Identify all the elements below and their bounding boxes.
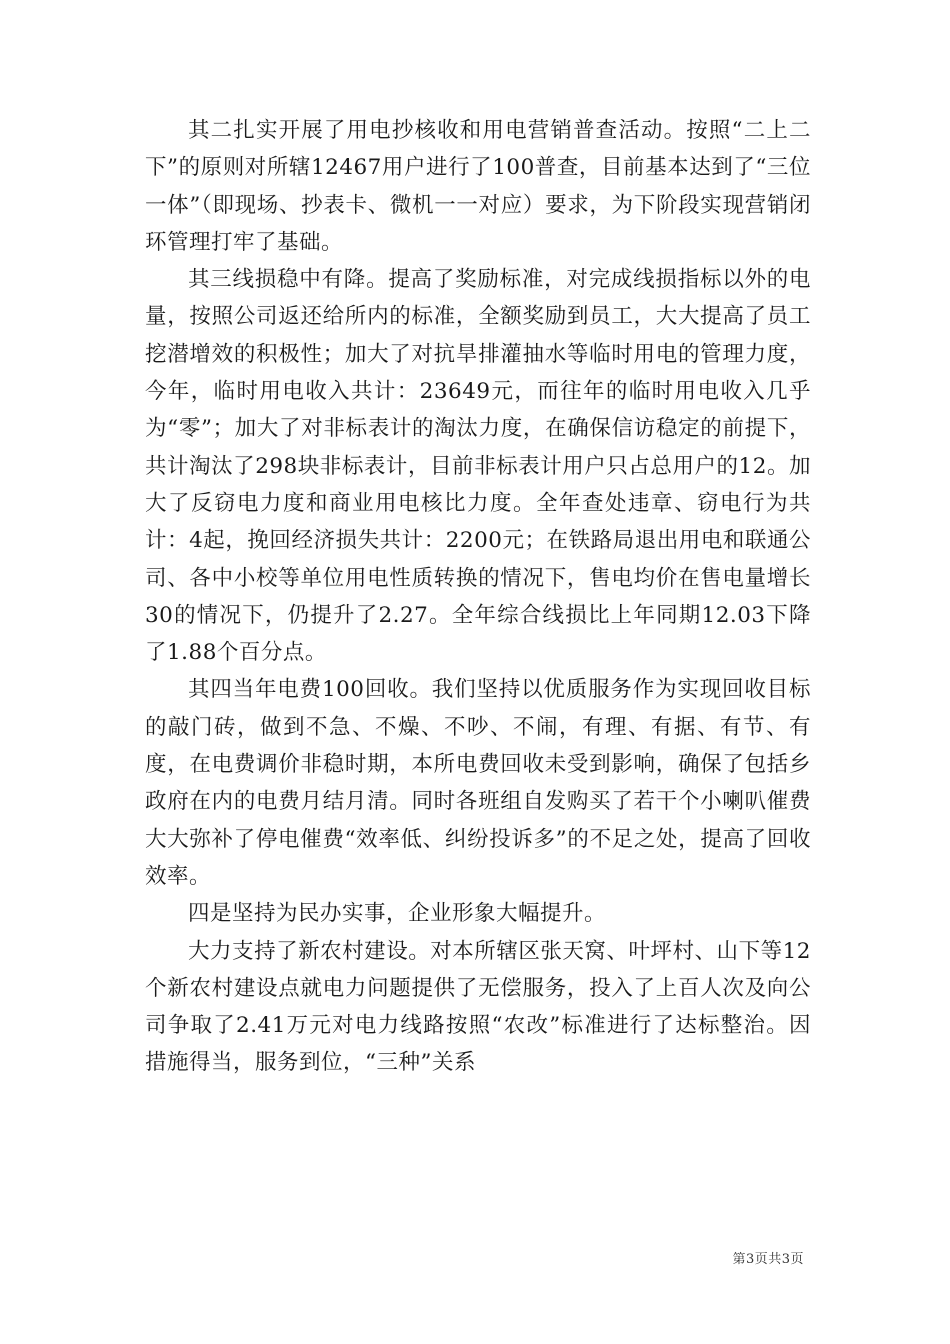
page-number-footer: 第3页共3页 xyxy=(732,1252,804,1267)
paragraph-2: 其三线损稳中有降。提高了奖励标准，对完成线损指标以外的电量，按照公司返还给所内的标准，全额奖励到员工，大大提高了员工挖潜增效的积极性；加大了对抗旱排灌抽水等临时用电的管理力度，今年，临时用电收入共计：23649元，而往年的临时用电收入几乎为“零”；加大了对非标表计的淘汰力度，在确保信访稳定的前提下，共计淘汰了298块非标表计，目前非标表计用户只占总用户的12。加大了反窃电力度和商业用电核比力度。全年查处违章、窃电行为共计：4起，挽回经济损失共计：2200元；在铁路局退出用电和联通公司、各中小校等单位用电性质转换的情况下，售电均价在售电量增长30的情况下，仍提升了2.27。全年综合线损比上年同期12.03下降了1.88个百分点。 xyxy=(145,267,811,666)
document-body xyxy=(145,112,811,1082)
paragraph-4: 四是坚持为民办实事，企业形象大幅提升。 xyxy=(188,901,607,927)
paragraph-5: 大力支持了新农村建设。对本所辖区张天窝、叶坪村、山下等12个新农村建设点就电力问题提供了无偿服务，投入了上百人次及向公司争取了2.41万元对电力线路按照“农改”标准进行了达标整治。因措施得当，服务到位，“三种”关系 xyxy=(145,938,811,1076)
paragraph-3: 其四当年电费100回收。我们坚持以优质服务作为实现回收目标的敲门砖，做到不急、不燥、不吵、不闹，有理、有据、有节、有度，在电费调价非稳时期，本所电费回收未受到影响，确保了包括乡政府在内的电费月结月清。同时各班组自发购买了若干个小喇叭催费大大弥补了停电催费“效率低、纠纷投诉多”的不足之处，提高了回收效率。 xyxy=(145,677,811,889)
paragraph-1: 其二扎实开展了用电抄核收和用电营销普查活动。按照“二上二下”的原则对所辖12467用户进行了100普查，目前基本达到了“三位一体”（即现场、抄表卡、微机一一对应）要求，为下阶段实现营销闭环管理打牢了基础。 xyxy=(145,118,811,255)
